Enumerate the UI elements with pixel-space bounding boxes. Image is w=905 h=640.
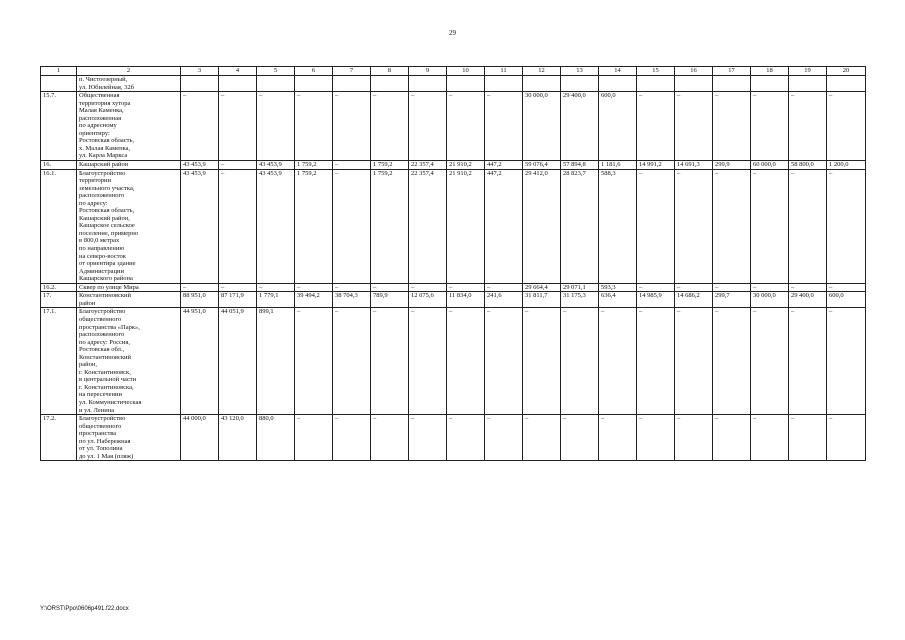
row-name-cell: Благоустройство территории земельного участка, расположенного по адресу: Ростовская область, Кашарский район, Кашарское сельское поселение, примерно в 800,0 метрах по направлению на северо-восток от ориентира здание Администрации Кашарского района [77, 169, 181, 283]
column-number-cell: 6 [295, 67, 333, 76]
value-cell: – [333, 415, 371, 461]
value-cell: – [409, 308, 447, 415]
value-cell: 600,0 [827, 292, 866, 308]
value-cell: – [219, 283, 257, 292]
column-number-cell: 4 [219, 67, 257, 76]
value-cell [561, 76, 599, 92]
value-cell: – [827, 92, 866, 161]
value-cell: – [713, 169, 751, 283]
row-name-cell: Благоустройство общественного пространства по ул. Набережная от ул. Тополина до ул. 1 Мая (пляж) [77, 415, 181, 461]
row-number-cell: 16.2. [41, 283, 77, 292]
column-number-cell: 7 [333, 67, 371, 76]
value-cell: 38 704,3 [333, 292, 371, 308]
value-cell: 60 000,0 [751, 161, 789, 170]
value-cell: 44 000,0 [181, 415, 219, 461]
value-cell: – [561, 415, 599, 461]
value-cell [827, 76, 866, 92]
value-cell: – [789, 415, 827, 461]
value-cell: 43 453,9 [257, 169, 295, 283]
value-cell: – [409, 283, 447, 292]
value-cell: – [675, 415, 713, 461]
value-cell: – [675, 92, 713, 161]
value-cell: – [333, 308, 371, 415]
value-cell: – [295, 415, 333, 461]
row-name-cell: п. Чистоозерный, ул. Юбилейная, 32б [77, 76, 181, 92]
value-cell: 22 357,4 [409, 169, 447, 283]
value-cell: 447,2 [485, 161, 523, 170]
value-cell: – [599, 308, 637, 415]
value-cell: – [371, 415, 409, 461]
column-number-cell: 17 [713, 67, 751, 76]
value-cell: – [713, 415, 751, 461]
value-cell: – [295, 283, 333, 292]
value-cell: 1 759,2 [295, 169, 333, 283]
value-cell: – [371, 283, 409, 292]
value-cell [675, 76, 713, 92]
value-cell: – [409, 92, 447, 161]
column-number-cell: 15 [637, 67, 675, 76]
value-cell: – [485, 92, 523, 161]
value-cell: 14 686,2 [675, 292, 713, 308]
value-cell: – [751, 308, 789, 415]
value-cell: 39 494,2 [295, 292, 333, 308]
row-name-cell: Кашарский район [77, 161, 181, 170]
value-cell: 14 691,3 [675, 161, 713, 170]
value-cell: – [219, 92, 257, 161]
column-number-cell: 14 [599, 67, 637, 76]
column-number-cell: 5 [257, 67, 295, 76]
column-number-cell: 9 [409, 67, 447, 76]
value-cell: 1 759,2 [295, 161, 333, 170]
value-cell: 43 453,9 [181, 169, 219, 283]
value-cell: 30 000,0 [751, 292, 789, 308]
column-number-cell: 2 [77, 67, 181, 76]
value-cell: 58 800,0 [789, 161, 827, 170]
value-cell: 29 412,0 [523, 169, 561, 283]
value-cell: – [599, 415, 637, 461]
value-cell: 1 759,2 [371, 161, 409, 170]
value-cell: – [675, 169, 713, 283]
value-cell: – [333, 92, 371, 161]
column-number-cell: 19 [789, 67, 827, 76]
value-cell: – [333, 161, 371, 170]
value-cell: – [713, 283, 751, 292]
value-cell: – [181, 92, 219, 161]
value-cell [751, 76, 789, 92]
value-cell: – [789, 169, 827, 283]
value-cell: 29 664,4 [523, 283, 561, 292]
value-cell: – [789, 283, 827, 292]
row-name-cell: Благоустройство общественного пространства «Парк», расположенного по адресу: Россия, Ростовская обл., Константиновский район, г. Константиновск, в центральной части г. Константиновска, на пересечении ул. Коммунистическая и ул. Ленина [77, 308, 181, 415]
row-number-cell: 16. [41, 161, 77, 170]
footer-file-path: Y:\ORST\Ppo\0606p491.f22.docx [40, 606, 129, 612]
row-name-cell: Общественная территория хутора Малая Каменка, расположенная по адресному ориентиру: Ростовская область, х. Малая Каменка, ул. Карла Маркса [77, 92, 181, 161]
value-cell: 43 120,0 [219, 415, 257, 461]
value-cell [523, 76, 561, 92]
value-cell: – [827, 308, 866, 415]
value-cell [409, 76, 447, 92]
value-cell: 44 051,9 [219, 308, 257, 415]
value-cell: – [637, 415, 675, 461]
value-cell: – [675, 283, 713, 292]
value-cell: – [675, 308, 713, 415]
value-cell: – [789, 308, 827, 415]
column-number-row [41, 67, 866, 76]
value-cell: – [637, 283, 675, 292]
value-cell [789, 76, 827, 92]
value-cell: – [485, 415, 523, 461]
value-cell: 44 951,0 [181, 308, 219, 415]
value-cell: 1 779,1 [257, 292, 295, 308]
row-number-cell: 15.7. [41, 92, 77, 161]
column-number-cell: 12 [523, 67, 561, 76]
value-cell: 21 910,2 [447, 161, 485, 170]
value-cell: 11 834,0 [447, 292, 485, 308]
table-row [41, 283, 866, 292]
budget-table [40, 66, 866, 461]
value-cell [447, 76, 485, 92]
value-cell [371, 76, 409, 92]
value-cell: 43 453,9 [257, 161, 295, 170]
value-cell: 12 075,6 [409, 292, 447, 308]
value-cell: – [827, 283, 866, 292]
value-cell: – [485, 308, 523, 415]
value-cell: 59 076,4 [523, 161, 561, 170]
value-cell: – [827, 415, 866, 461]
value-cell: – [333, 169, 371, 283]
value-cell: 1 181,6 [599, 161, 637, 170]
column-number-cell: 1 [41, 67, 77, 76]
value-cell: 14 991,2 [637, 161, 675, 170]
value-cell: – [751, 169, 789, 283]
value-cell: 299,7 [713, 292, 751, 308]
value-cell: 29 400,0 [561, 92, 599, 161]
value-cell: – [751, 92, 789, 161]
value-cell: – [637, 92, 675, 161]
row-number-cell: 16.1. [41, 169, 77, 283]
value-cell [219, 76, 257, 92]
value-cell: 588,3 [599, 169, 637, 283]
column-number-cell: 18 [751, 67, 789, 76]
table-row [41, 308, 866, 415]
value-cell: 636,4 [599, 292, 637, 308]
row-number-cell: 17.1. [41, 308, 77, 415]
value-cell: – [827, 169, 866, 283]
value-cell: 299,9 [713, 161, 751, 170]
value-cell: 600,0 [599, 92, 637, 161]
value-cell: – [295, 308, 333, 415]
value-cell: 447,2 [485, 169, 523, 283]
value-cell: – [257, 92, 295, 161]
value-cell: – [713, 308, 751, 415]
value-cell: – [485, 283, 523, 292]
value-cell: 1 759,2 [371, 169, 409, 283]
value-cell: – [637, 169, 675, 283]
table-row [41, 76, 866, 92]
value-cell: – [219, 169, 257, 283]
row-name-cell: Константиновский район [77, 292, 181, 308]
value-cell: – [447, 283, 485, 292]
column-number-cell: 11 [485, 67, 523, 76]
column-number-cell: 20 [827, 67, 866, 76]
value-cell: 87 171,9 [219, 292, 257, 308]
value-cell: – [219, 161, 257, 170]
column-number-cell: 10 [447, 67, 485, 76]
value-cell: 31 175,3 [561, 292, 599, 308]
value-cell: – [713, 92, 751, 161]
value-cell: 31 811,7 [523, 292, 561, 308]
row-number-cell: 17. [41, 292, 77, 308]
value-cell: – [751, 283, 789, 292]
value-cell: 880,0 [257, 415, 295, 461]
value-cell [485, 76, 523, 92]
value-cell: 899,1 [257, 308, 295, 415]
value-cell [181, 76, 219, 92]
page-number: 29 [449, 29, 456, 37]
value-cell: 43 453,9 [181, 161, 219, 170]
value-cell: 57 894,8 [561, 161, 599, 170]
value-cell: – [789, 92, 827, 161]
value-cell: 1 200,0 [827, 161, 866, 170]
value-cell: – [751, 415, 789, 461]
value-cell [599, 76, 637, 92]
value-cell: – [523, 308, 561, 415]
value-cell: – [371, 308, 409, 415]
table-row [41, 169, 866, 283]
column-number-cell: 3 [181, 67, 219, 76]
row-name-cell: Сквер по улице Мира [77, 283, 181, 292]
value-cell: – [447, 415, 485, 461]
value-cell: 22 357,4 [409, 161, 447, 170]
value-cell: 88 951,0 [181, 292, 219, 308]
value-cell: 29 071,1 [561, 283, 599, 292]
value-cell [713, 76, 751, 92]
row-number-cell [41, 76, 77, 92]
value-cell: 789,9 [371, 292, 409, 308]
row-number-cell: 17.2. [41, 415, 77, 461]
value-cell [295, 76, 333, 92]
table-row [41, 161, 866, 170]
value-cell: – [371, 92, 409, 161]
column-number-cell: 8 [371, 67, 409, 76]
value-cell: 29 400,0 [789, 292, 827, 308]
table-row [41, 415, 866, 461]
value-cell: 241,6 [485, 292, 523, 308]
value-cell [333, 76, 371, 92]
table-row [41, 92, 866, 161]
column-number-cell: 13 [561, 67, 599, 76]
value-cell: 14 985,9 [637, 292, 675, 308]
value-cell: – [637, 308, 675, 415]
value-cell: 593,3 [599, 283, 637, 292]
value-cell: – [333, 283, 371, 292]
value-cell: – [447, 308, 485, 415]
value-cell [637, 76, 675, 92]
value-cell: – [295, 92, 333, 161]
column-number-cell: 16 [675, 67, 713, 76]
value-cell: 28 823,7 [561, 169, 599, 283]
value-cell: – [409, 415, 447, 461]
value-cell: – [561, 308, 599, 415]
value-cell: 21 910,2 [447, 169, 485, 283]
value-cell: – [257, 283, 295, 292]
value-cell: – [181, 283, 219, 292]
value-cell: 30 000,0 [523, 92, 561, 161]
table-row [41, 292, 866, 308]
value-cell: – [523, 415, 561, 461]
value-cell [257, 76, 295, 92]
value-cell: – [447, 92, 485, 161]
